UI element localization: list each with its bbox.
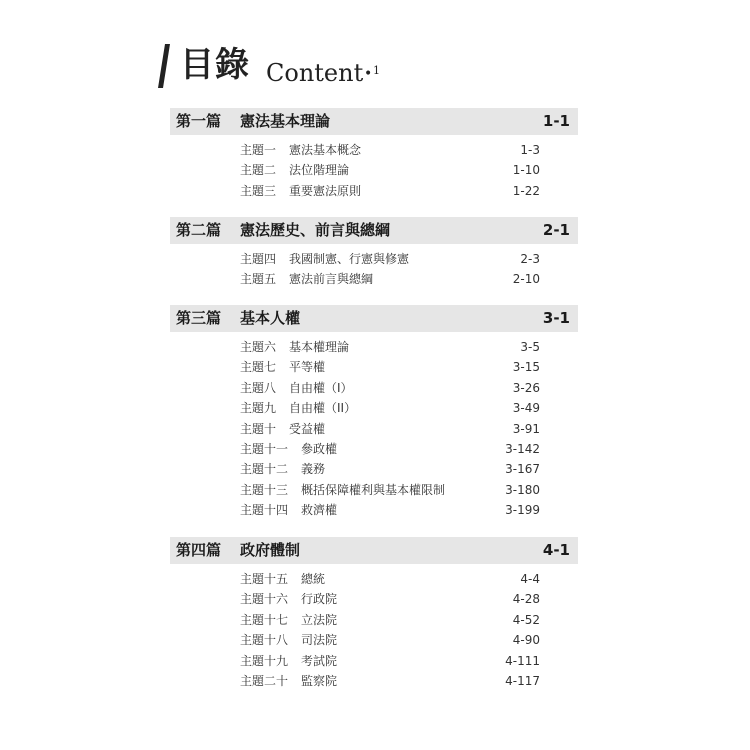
topic-entry[interactable] (170, 630, 578, 650)
topic-label: 主題十五 (240, 572, 289, 586)
topic-title: 概括保障權利與基本權限制 (301, 482, 446, 497)
topic-title: 基本權理論 (289, 340, 350, 354)
topic-label: 主題八 (240, 380, 277, 395)
topic-title: 憲法基本概念 (289, 143, 362, 157)
topic-title: 監察院 (301, 673, 338, 688)
topic-title: 立法院 (301, 612, 338, 627)
section-number: 第四篇 (176, 541, 222, 559)
topic-entry[interactable] (170, 140, 578, 160)
topic-entry[interactable] (170, 589, 578, 609)
topic-label: 主題二 (240, 163, 277, 178)
topic-page: 1-3 (520, 143, 540, 157)
topic-label: 主題十九 (240, 653, 289, 668)
topic-entry[interactable] (170, 378, 578, 398)
topic-title: 憲法前言與總綱 (289, 272, 374, 287)
topic-title: 法位階理論 (289, 163, 350, 178)
topic-entry[interactable] (170, 249, 578, 269)
topic-page: 3-26 (512, 380, 540, 395)
section-page: 4-1 (542, 541, 570, 559)
topic-label: 主題一 (240, 143, 277, 157)
topic-title: 司法院 (301, 633, 338, 648)
topic-page: 4-90 (512, 633, 540, 648)
topic-label: 主題七 (240, 360, 277, 375)
topic-entry[interactable] (170, 459, 578, 479)
topic-title: 參政權 (301, 441, 338, 456)
topic-label: 主題十三 (240, 482, 289, 497)
topic-page: 3-180 (505, 482, 540, 497)
topic-entry[interactable] (170, 181, 578, 201)
topic-label: 主題六 (240, 340, 277, 354)
topic-page: 4-111 (505, 653, 540, 668)
topic-page: 3-199 (505, 503, 540, 518)
topic-title: 平等權 (289, 360, 326, 375)
topic-entry[interactable] (170, 480, 578, 500)
topic-entry[interactable] (170, 651, 578, 671)
topic-title: 考試院 (301, 653, 338, 668)
topic-page: 3-49 (512, 401, 540, 416)
section-heading-bar[interactable] (170, 108, 578, 135)
topic-entry[interactable] (170, 569, 578, 589)
topic-entry[interactable] (170, 610, 578, 630)
topic-title: 義務 (301, 462, 326, 477)
topic-label: 主題十四 (240, 503, 289, 518)
topic-label: 主題十一 (240, 441, 289, 456)
topic-entry[interactable] (170, 398, 578, 418)
topic-page: 4-52 (512, 612, 540, 627)
section-number: 第一篇 (176, 112, 222, 130)
page-title-chinese: 目錄 (180, 45, 250, 85)
topic-page: 3-91 (512, 421, 540, 436)
topic-entry[interactable] (170, 500, 578, 520)
section-heading-bar[interactable] (170, 537, 578, 564)
topic-label: 主題九 (240, 401, 277, 416)
topic-page: 4-28 (512, 592, 540, 607)
topic-label: 主題三 (240, 183, 277, 198)
topic-entry[interactable] (170, 269, 578, 289)
topic-page: 1-10 (512, 163, 540, 178)
title-separator-dot: • (364, 66, 373, 82)
topic-title: 救濟權 (301, 503, 338, 518)
toc-header (158, 42, 458, 92)
page-title-english: Content (266, 59, 364, 87)
section-heading-bar[interactable] (170, 305, 578, 332)
topic-title: 自由權（I） (289, 380, 353, 395)
topic-page: 4-117 (505, 673, 540, 688)
topic-title: 總統 (301, 572, 326, 586)
topic-page: 3-5 (520, 340, 540, 354)
topic-entry[interactable] (170, 439, 578, 459)
section-title: 基本人權 (240, 309, 301, 327)
section-title: 憲法基本理論 (240, 112, 331, 130)
topic-label: 主題十二 (240, 462, 289, 477)
topic-page: 2-3 (520, 252, 540, 266)
topic-label: 主題十六 (240, 592, 289, 607)
topic-page: 3-167 (505, 462, 540, 477)
topic-label: 主題四 (240, 252, 277, 266)
topic-entry[interactable] (170, 160, 578, 180)
section-page: 2-1 (542, 221, 570, 239)
topic-label: 主題二十 (240, 673, 289, 688)
section-page: 3-1 (542, 309, 570, 327)
section-title: 政府體制 (240, 541, 301, 559)
section-number: 第二篇 (176, 221, 222, 239)
topic-page: 4-4 (520, 572, 540, 586)
topic-label: 主題十八 (240, 633, 289, 648)
topic-title: 受益權 (289, 421, 326, 436)
section-2 (170, 217, 578, 290)
topic-label: 主題十 (240, 421, 277, 436)
section-1 (170, 108, 578, 201)
section-3 (170, 305, 578, 521)
topic-page: 3-15 (512, 360, 540, 375)
section-page: 1-1 (542, 112, 570, 130)
topic-entry[interactable] (170, 419, 578, 439)
topic-page: 3-142 (505, 441, 540, 456)
topic-entry[interactable] (170, 671, 578, 691)
topic-label: 主題五 (240, 272, 277, 287)
topic-entry[interactable] (170, 357, 578, 377)
section-heading-bar[interactable] (170, 217, 578, 244)
topic-entry[interactable] (170, 337, 578, 357)
topic-title: 重要憲法原則 (289, 183, 362, 198)
topic-page: 1-22 (512, 183, 540, 198)
topic-page: 2-10 (512, 272, 540, 287)
topic-label: 主題十七 (240, 612, 289, 627)
page-number: 1 (373, 64, 380, 77)
topic-title: 行政院 (301, 592, 338, 607)
slash-mark-icon (158, 44, 168, 86)
section-title: 憲法歷史、前言與總綱 (240, 221, 391, 239)
topic-title: 我國制憲、行憲與修憲 (289, 252, 410, 266)
topic-title: 自由權（II） (289, 401, 357, 416)
section-4 (170, 537, 578, 691)
section-number: 第三篇 (176, 309, 222, 327)
